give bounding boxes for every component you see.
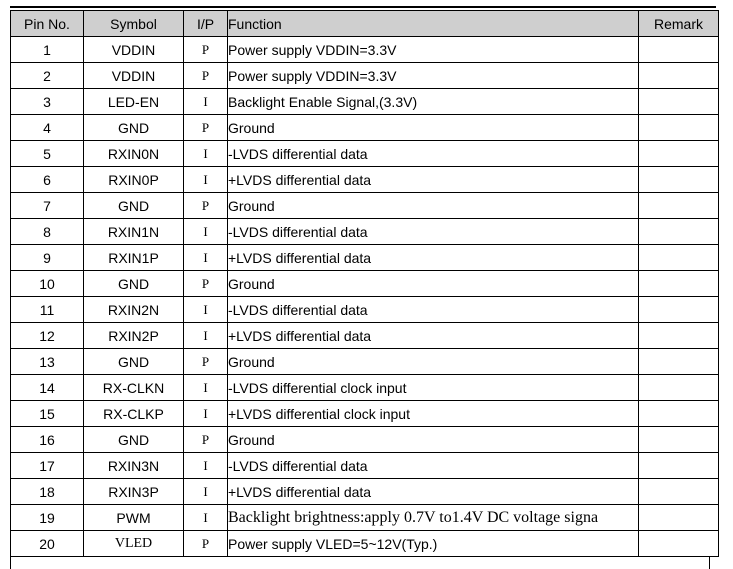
pin-number: 17 xyxy=(11,453,84,479)
pin-function: -LVDS differential clock input xyxy=(228,375,639,401)
pin-symbol: RXIN3P xyxy=(84,479,184,505)
pin-symbol: GND xyxy=(84,271,184,297)
table-row xyxy=(11,323,719,349)
pin-number: 8 xyxy=(11,219,84,245)
pin-remark xyxy=(639,401,719,427)
pin-function: Ground xyxy=(228,193,639,219)
pin-number: 12 xyxy=(11,323,84,349)
pin-io-type: I xyxy=(184,323,228,349)
pin-io-type: I xyxy=(184,141,228,167)
header-pin-no: Pin No. xyxy=(11,11,84,37)
pin-function: Ground xyxy=(228,349,639,375)
pin-symbol: RXIN0N xyxy=(84,141,184,167)
pin-function: +LVDS differential data xyxy=(228,245,639,271)
table-row xyxy=(11,531,719,557)
pin-symbol: RXIN2N xyxy=(84,297,184,323)
pin-function: Backlight brightness:apply 0.7V to1.4V DC voltage signa xyxy=(228,505,639,531)
pin-symbol: RX-CLKN xyxy=(84,375,184,401)
pin-io-type: P xyxy=(184,427,228,453)
pin-number: 13 xyxy=(11,349,84,375)
pin-io-type: P xyxy=(184,271,228,297)
table-row xyxy=(11,193,719,219)
pin-remark xyxy=(639,531,719,557)
pin-remark xyxy=(639,375,719,401)
pin-remark xyxy=(639,219,719,245)
pin-io-type: P xyxy=(184,37,228,63)
pin-symbol: RXIN2P xyxy=(84,323,184,349)
pin-function: Backlight Enable Signal,(3.3V) xyxy=(228,89,639,115)
table-row xyxy=(11,479,719,505)
table-row xyxy=(11,401,719,427)
pin-symbol: RXIN1P xyxy=(84,245,184,271)
pin-symbol: PWM xyxy=(84,505,184,531)
table-row xyxy=(11,37,719,63)
table-row xyxy=(11,453,719,479)
pin-remark xyxy=(639,245,719,271)
pin-remark xyxy=(639,271,719,297)
header-symbol: Symbol xyxy=(84,11,184,37)
pin-number: 15 xyxy=(11,401,84,427)
pin-symbol: VLED xyxy=(84,531,184,557)
pin-function: Ground xyxy=(228,115,639,141)
pin-remark xyxy=(639,349,719,375)
pin-number: 14 xyxy=(11,375,84,401)
pin-io-type: I xyxy=(184,453,228,479)
pin-remark xyxy=(639,479,719,505)
top-rule xyxy=(10,6,716,8)
pin-io-type: I xyxy=(184,167,228,193)
pin-function: Power supply VDDIN=3.3V xyxy=(228,63,639,89)
pin-io-type: P xyxy=(184,349,228,375)
pin-number: 6 xyxy=(11,167,84,193)
table-continuation xyxy=(10,557,710,569)
pin-number: 1 xyxy=(11,37,84,63)
table-row xyxy=(11,167,719,193)
pin-remark xyxy=(639,63,719,89)
table-row xyxy=(11,63,719,89)
pin-number: 18 xyxy=(11,479,84,505)
table-header-row xyxy=(11,11,719,37)
pin-remark xyxy=(639,193,719,219)
table-row xyxy=(11,271,719,297)
pin-function: Ground xyxy=(228,427,639,453)
pin-remark xyxy=(639,37,719,63)
pin-io-type: P xyxy=(184,115,228,141)
pin-io-type: P xyxy=(184,63,228,89)
pin-function: +LVDS differential data xyxy=(228,167,639,193)
pin-symbol: VDDIN xyxy=(84,63,184,89)
pin-io-type: I xyxy=(184,505,228,531)
pin-number: 10 xyxy=(11,271,84,297)
pin-io-type: I xyxy=(184,479,228,505)
pin-function: Power supply VLED=5~12V(Typ.) xyxy=(228,531,639,557)
pin-symbol: VDDIN xyxy=(84,37,184,63)
pin-function: -LVDS differential data xyxy=(228,297,639,323)
pin-io-type: I xyxy=(184,89,228,115)
pin-symbol: GND xyxy=(84,193,184,219)
pin-number: 16 xyxy=(11,427,84,453)
pin-symbol: LED-EN xyxy=(84,89,184,115)
table-row xyxy=(11,141,719,167)
pin-remark xyxy=(639,141,719,167)
table-row xyxy=(11,505,719,531)
pin-number: 7 xyxy=(11,193,84,219)
pin-function: -LVDS differential data xyxy=(228,219,639,245)
table-row xyxy=(11,349,719,375)
pin-io-type: P xyxy=(184,531,228,557)
pin-number: 3 xyxy=(11,89,84,115)
table-row xyxy=(11,375,719,401)
pin-symbol: RX-CLKP xyxy=(84,401,184,427)
pin-symbol: RXIN1N xyxy=(84,219,184,245)
pin-remark xyxy=(639,297,719,323)
header-io: I/P xyxy=(184,11,228,37)
table-row xyxy=(11,297,719,323)
pin-symbol: RXIN3N xyxy=(84,453,184,479)
pin-function: Ground xyxy=(228,271,639,297)
table-row xyxy=(11,245,719,271)
pin-remark xyxy=(639,167,719,193)
pin-symbol: RXIN0P xyxy=(84,167,184,193)
pin-io-type: P xyxy=(184,193,228,219)
header-function: Function xyxy=(228,11,639,37)
pin-io-type: I xyxy=(184,297,228,323)
pin-remark xyxy=(639,453,719,479)
pin-symbol: GND xyxy=(84,427,184,453)
header-remark: Remark xyxy=(639,11,719,37)
pin-number: 9 xyxy=(11,245,84,271)
pin-function: -LVDS differential data xyxy=(228,141,639,167)
pin-remark xyxy=(639,323,719,349)
pin-remark xyxy=(639,89,719,115)
pin-number: 4 xyxy=(11,115,84,141)
pin-io-type: I xyxy=(184,219,228,245)
pin-io-type: I xyxy=(184,375,228,401)
pin-symbol: GND xyxy=(84,349,184,375)
pin-assignment-table xyxy=(10,10,719,557)
pin-function: +LVDS differential data xyxy=(228,479,639,505)
pin-function: +LVDS differential clock input xyxy=(228,401,639,427)
pin-number: 19 xyxy=(11,505,84,531)
pin-number: 2 xyxy=(11,63,84,89)
pin-function: Power supply VDDIN=3.3V xyxy=(228,37,639,63)
table-row xyxy=(11,89,719,115)
pin-remark xyxy=(639,505,719,531)
pin-remark xyxy=(639,115,719,141)
table-row xyxy=(11,115,719,141)
pin-number: 5 xyxy=(11,141,84,167)
pin-io-type: I xyxy=(184,245,228,271)
pin-number: 20 xyxy=(11,531,84,557)
pin-io-type: I xyxy=(184,401,228,427)
pin-symbol: GND xyxy=(84,115,184,141)
pin-function: -LVDS differential data xyxy=(228,453,639,479)
pin-number: 11 xyxy=(11,297,84,323)
pin-remark xyxy=(639,427,719,453)
pin-function: +LVDS differential data xyxy=(228,323,639,349)
table-row xyxy=(11,219,719,245)
table-row xyxy=(11,427,719,453)
